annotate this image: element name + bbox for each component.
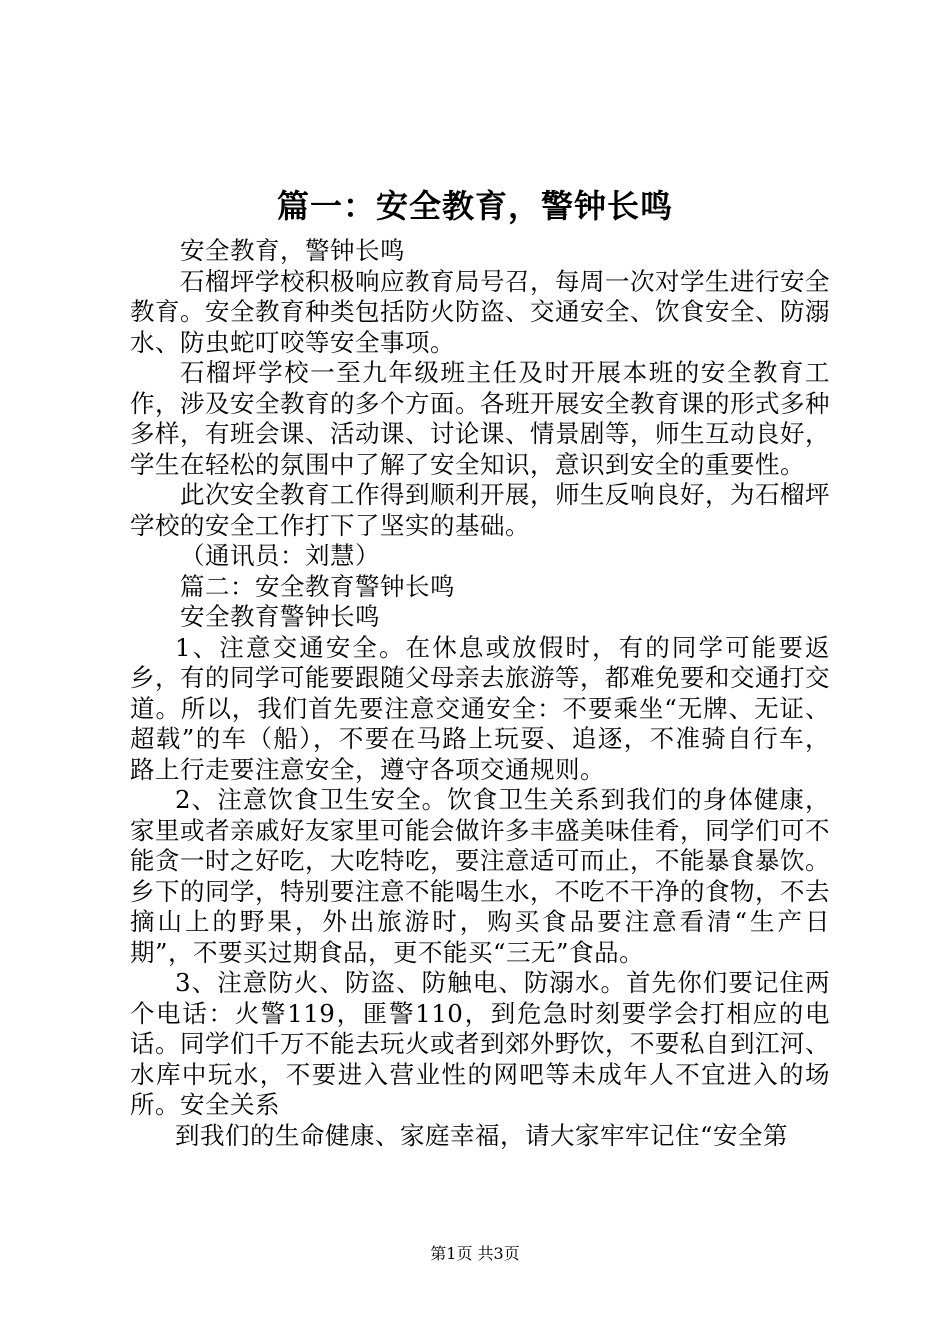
paragraph-correspondent: （通讯员：刘慧） — [180, 541, 380, 570]
paragraph-traffic-safety: 1、注意交通安全。在休息或放假时，有的同学可能要返乡，有的同学可能要跟随父母亲去旅游等，都难免要和交通打交道。所以，我们首先要注意交通安全：不要乘坐“无牌、无证、超载”的车（船），不要在马路上玩耍、追逐，不准骑自行车，路上行走要注意安全，遵守各项交通规则。 — [130, 632, 830, 784]
page-footer: 第1页 共3页 — [430, 1244, 520, 1263]
paragraph-intro: 石榴坪学校积极响应教育局号召，每周一次对学生进行安全教育。安全教育种类包括防火防盗、交通安全、饮食安全、防溺水、防虫蛇叮咬等安全事项。 — [130, 266, 830, 357]
paragraph-food-safety: 2、注意饮食卫生安全。饮食卫生关系到我们的身体健康，家里或者亲戚好友家里可能会做许多丰盛美味佳肴，同学们可不能贪一时之好吃，大吃特吃，要注意适可而止，不能暴食暴饮。乡下的同学，特别要注意不能喝生水，不吃不干净的食物，不去摘山上的野果，外出旅游时，购买食品要注意看清“生产日期”，不要买过期食品，更不能买“三无”食品。 — [130, 785, 830, 967]
paragraph-class-activities: 石榴坪学校一至九年级班主任及时开展本班的安全教育工作，涉及安全教育的多个方面。各班开展安全教育课的形式多种多样，有班会课、活动课、讨论课、情景剧等，师生互动良好，学生在轻松的氛围中了解了安全知识，意识到安全的重要性。 — [130, 358, 830, 479]
paragraph-conclusion: 此次安全教育工作得到顺利开展，师生反响良好，为石榴坪学校的安全工作打下了坚实的基础。 — [130, 480, 830, 540]
paragraph-fire-safety: 3、注意防火、防盗、防触电、防溺水。首先你们要记住两个电话：火警119，匪警110，到危急时刻要学会打相应的电话。同学们千万不能去玩火或者到郊外野饮，不要私自到江河、水库中玩水，不要进入营业性的网吧等未成年人不宜进入的场所。安全关系 — [130, 968, 830, 1119]
document-title: 篇一：安全教育，警钟长鸣 — [276, 187, 673, 225]
paragraph-subtitle-2: 安全教育警钟长鸣 — [180, 602, 380, 631]
document-body — [130, 236, 830, 1151]
section-heading-2: 篇二：安全教育警钟长鸣 — [180, 571, 455, 601]
paragraph-continuation: 到我们的生命健康、家庭幸福，请大家牢牢记住“安全第 — [175, 1120, 789, 1150]
paragraph-subtitle-1: 安全教育，警钟长鸣 — [180, 236, 405, 265]
